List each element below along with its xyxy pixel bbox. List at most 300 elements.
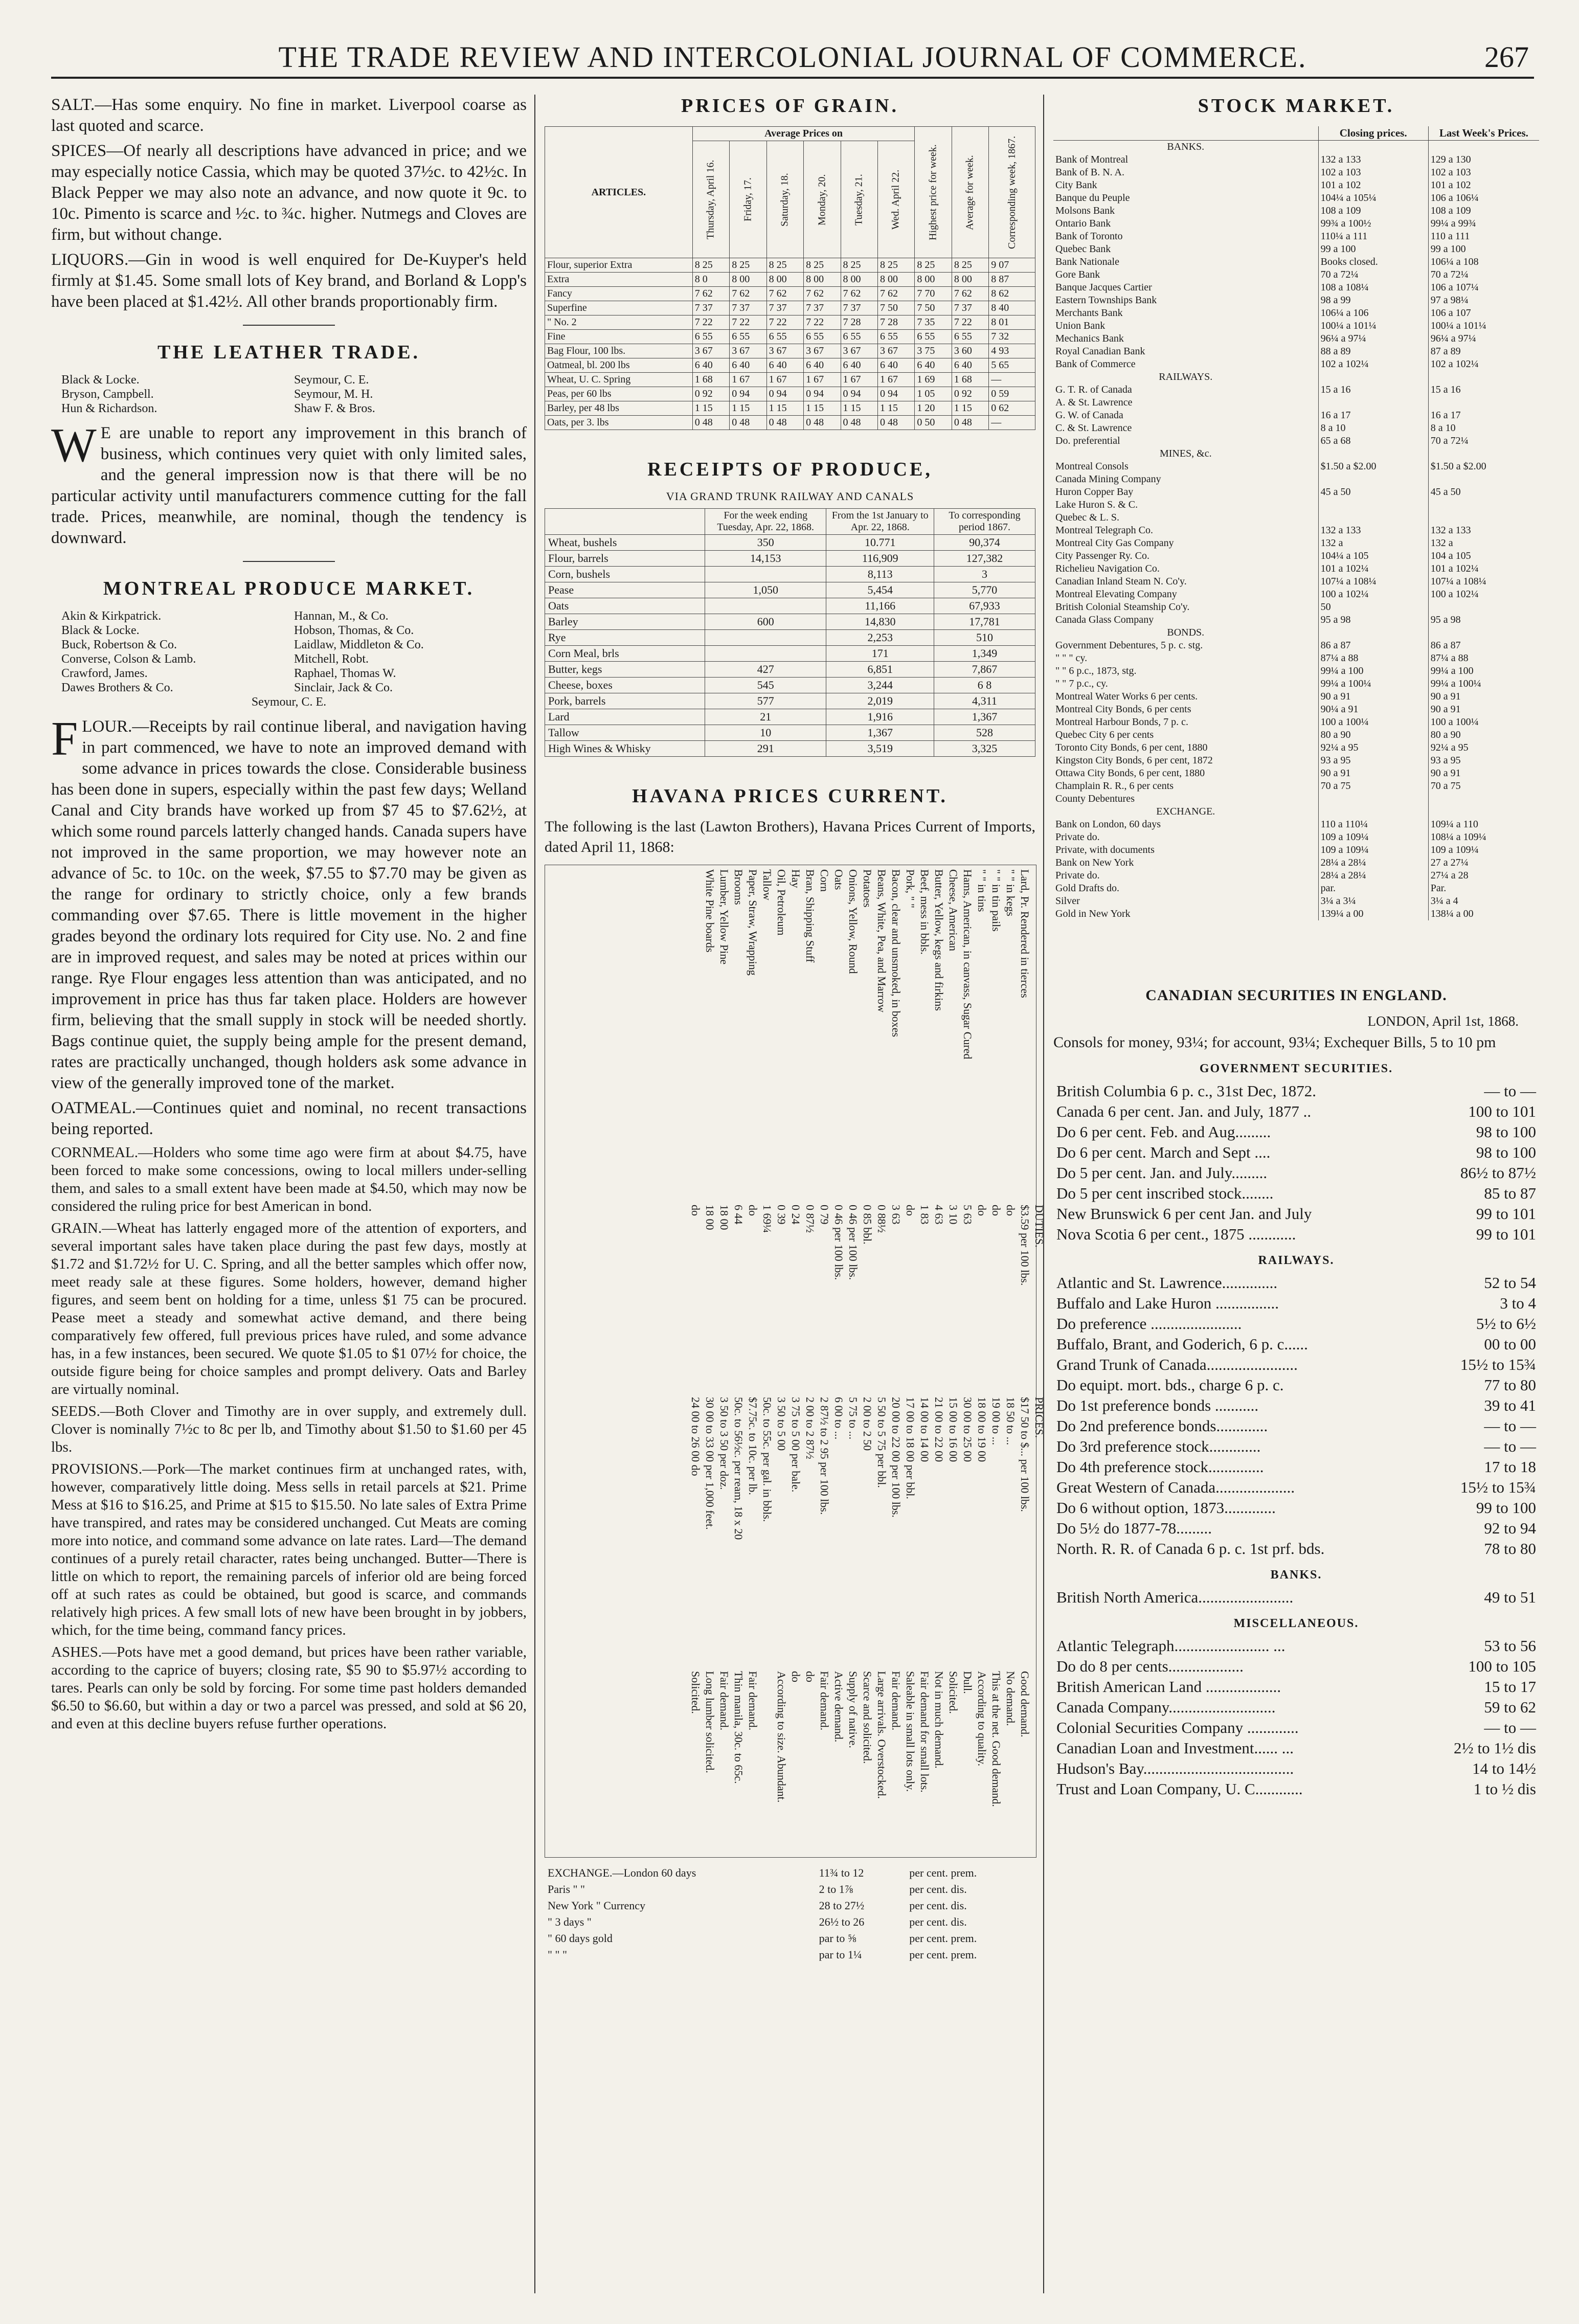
- firm-name: Bryson, Campbell.: [61, 388, 154, 401]
- exchange-label: EXCHANGE.—London 60 days: [548, 1866, 696, 1879]
- consols-paragraph: Consols for money, 93¼; for account, 93¼; Exchequer Bills, 5 to 10 pm: [1053, 1034, 1496, 1051]
- security-price: 3 to 4: [1500, 1294, 1536, 1312]
- closing-price: 86 a 87: [1318, 639, 1428, 652]
- produce-item: Barley: [545, 614, 705, 630]
- table-row: [545, 551, 1035, 567]
- havana-note: do: [790, 1671, 802, 1682]
- receipt-value: [705, 630, 826, 646]
- security-name: Do 5 per cent inscribed stock........: [1056, 1184, 1274, 1202]
- table-row: [846, 865, 860, 1857]
- havana-price: 2 00 to 2 50: [861, 1397, 874, 1451]
- havana-note: Solicited.: [947, 1671, 960, 1714]
- security-name: Canada 6 per cent. Jan. and July, 1877 ..: [1056, 1102, 1312, 1120]
- price-cell: 0 92: [692, 387, 729, 401]
- price-cell: 8 25: [766, 258, 803, 273]
- table-row: [545, 567, 1035, 582]
- table-row: [917, 865, 932, 1857]
- havana-duty: 3 63: [890, 1205, 903, 1225]
- table-row: [545, 287, 1035, 301]
- security-price: 99 to 101: [1476, 1205, 1536, 1223]
- closing-price: 100 a 100¼: [1318, 716, 1428, 729]
- table-row: [1053, 1457, 1539, 1477]
- price-cell: 8 25: [692, 258, 729, 273]
- havana-price: 50c. to 56½c. per ream, 18 x 20: [732, 1397, 745, 1540]
- firm-name: Black & Locke.: [61, 624, 140, 637]
- price-cell: 3 67: [877, 344, 914, 358]
- security-price: 98 to 100: [1476, 1143, 1536, 1161]
- table-row: [1053, 550, 1539, 562]
- price-cell: 7 37: [804, 301, 841, 315]
- price-cell: 0 62: [989, 401, 1035, 416]
- security-name: Bank on New York: [1053, 856, 1318, 869]
- column-header: Corresponding week, 1867.: [989, 127, 1035, 258]
- security-price: 5½ to 6½: [1476, 1315, 1536, 1333]
- havana-duty: 0 88½: [875, 1205, 888, 1233]
- receipt-value: [705, 567, 826, 582]
- security-price: 15 to 17: [1484, 1678, 1536, 1696]
- price-cell: 7 28: [877, 315, 914, 330]
- havana-price: 21 00 to 22 00: [933, 1397, 945, 1462]
- exchange-v: 26½ to 26: [819, 1915, 865, 1928]
- table-row: [1053, 1081, 1539, 1101]
- group-row: [1053, 447, 1539, 460]
- article-name: Oats, per 3. lbs: [545, 416, 693, 430]
- security-name: A. & St. Lawrence: [1053, 396, 1318, 409]
- table-row: [874, 865, 889, 1857]
- last-week-price: [1428, 473, 1539, 486]
- price-cell: 8 00: [877, 273, 914, 287]
- last-week-price: 93 a 95: [1430, 755, 1461, 766]
- security-name: New Brunswick 6 per cent Jan. and July: [1056, 1205, 1312, 1223]
- exchange-v: par to ⅝: [819, 1932, 856, 1945]
- blank-cell: [1428, 447, 1539, 460]
- securities-subheading: BANKS.: [1270, 1568, 1322, 1582]
- last-week-price: 99 a 100: [1430, 243, 1466, 255]
- receipt-value: 171: [826, 646, 934, 662]
- closing-price: [1318, 499, 1428, 511]
- table-row: [731, 865, 746, 1857]
- closing-price: [1318, 473, 1428, 486]
- price-cell: 7 62: [730, 287, 766, 301]
- column-securities: [1053, 95, 1539, 2293]
- havana-item: Beans, White, Pea, and Marrow: [875, 869, 888, 1013]
- havana-item: " " in tins: [976, 869, 988, 912]
- security-name: Montreal Elevating Company: [1053, 588, 1318, 601]
- price-cell: 7 37: [730, 301, 766, 315]
- exchange-label: " 3 days ": [548, 1915, 592, 1928]
- exchange-v: 2 to 1⅞: [819, 1883, 853, 1896]
- price-cell: 8 25: [730, 258, 766, 273]
- produce-item: Corn, bushels: [545, 567, 705, 582]
- havana-note: Fair demand.: [718, 1671, 731, 1731]
- havana-note: Good demand.: [1019, 1671, 1031, 1738]
- price-cell: 8 40: [989, 301, 1035, 315]
- produce-item: Flour, barrels: [545, 551, 705, 567]
- last-week-price: 99¼ a 99¾: [1430, 218, 1476, 229]
- closing-price: 99¼ a 100¼: [1318, 678, 1428, 690]
- last-week-price: 107¼ a 108¼: [1430, 576, 1486, 587]
- havana-item: Paper, Straw, Wrapping: [747, 869, 759, 976]
- securities-table: [1053, 1273, 1539, 1559]
- havana-price: 3 50 to 5 00: [775, 1397, 788, 1451]
- price-cell: 8 25: [804, 258, 841, 273]
- price-cell: 8 00: [804, 273, 841, 287]
- blank-cell: [1318, 371, 1428, 383]
- table-row: [1053, 639, 1539, 652]
- price-cell: 7 62: [766, 287, 803, 301]
- table-row: [545, 373, 1035, 387]
- havana-note: Solicited.: [689, 1671, 702, 1714]
- security-name: Grand Trunk of Canada.......................: [1056, 1356, 1298, 1373]
- security-price: 15½ to 15¾: [1460, 1356, 1536, 1373]
- havana-note: [760, 1667, 774, 1857]
- table-row: [903, 865, 917, 1857]
- havana-note: Thin manila, 30c. to 65c.: [732, 1671, 745, 1784]
- price-cell: 3 67: [692, 344, 729, 358]
- article-name: Flour, superior Extra: [545, 258, 693, 273]
- closing-price: 93 a 95: [1318, 754, 1428, 767]
- closing-price: 90¼ a 91: [1318, 703, 1428, 716]
- receipts-table: [545, 508, 1035, 757]
- table-row: [1053, 345, 1539, 358]
- table-row: [1053, 882, 1539, 895]
- havana-item: Bacon, clear and unsmoked, in boxes: [890, 869, 903, 1037]
- havana-heading: HAVANA PRICES CURRENT.: [632, 785, 948, 807]
- drop-cap: W: [51, 419, 97, 472]
- security-name: Do equipt. mort. bds., charge 6 p. c.: [1056, 1376, 1284, 1394]
- group-row: [1053, 626, 1539, 639]
- havana-item: Brooms: [732, 869, 745, 905]
- table-row: [1053, 575, 1539, 588]
- table-row: [545, 741, 1035, 757]
- security-name: Atlantic Telegraph........................ ...: [1056, 1637, 1285, 1655]
- security-name: Canada Mining Company: [1053, 473, 1318, 486]
- last-week-price: 3¼ a 4: [1430, 895, 1458, 907]
- closing-price: 95 a 98: [1318, 614, 1428, 626]
- price-cell: 0 48: [692, 416, 729, 430]
- produce-market-firms: [61, 609, 516, 709]
- price-cell: 7 62: [804, 287, 841, 301]
- security-price: 99 to 101: [1476, 1225, 1536, 1243]
- price-cell: 5 65: [989, 358, 1035, 373]
- securities-subheading: MISCELLANEOUS.: [1233, 1617, 1359, 1630]
- last-week-price: 100¼ a 101¼: [1430, 320, 1486, 331]
- price-cell: 1 15: [692, 401, 729, 416]
- section-divider: [243, 325, 335, 326]
- price-cell: —: [989, 373, 1035, 387]
- table-row: [545, 416, 1035, 430]
- price-cell: 7 22: [952, 315, 988, 330]
- price-cell: 7 22: [804, 315, 841, 330]
- price-cell: 1 68: [952, 373, 988, 387]
- firm-name: Converse, Colson & Lamb.: [61, 652, 196, 666]
- security-name: Do 6 without option, 1873.............: [1056, 1499, 1276, 1517]
- receipt-value: 6,851: [826, 662, 934, 678]
- produce-item: High Wines & Whisky: [545, 741, 705, 757]
- table-row: [831, 865, 846, 1857]
- table-row: [1053, 1142, 1539, 1163]
- table-row: [1003, 865, 1018, 1857]
- security-name: Do 5½ do 1877-78.........: [1056, 1519, 1212, 1537]
- security-name: Do preference .......................: [1056, 1315, 1242, 1333]
- table-row: [1053, 1122, 1539, 1142]
- last-week-price: 92¼ a 95: [1430, 742, 1469, 753]
- havana-note: According to size. Abundant.: [775, 1671, 788, 1803]
- security-price: — to —: [1484, 1082, 1536, 1100]
- security-price: 77 to 80: [1484, 1376, 1536, 1394]
- receipt-value: 8,113: [826, 567, 934, 582]
- flour-paragraph: LOUR.—Receipts by rail continue liberal, and navigation having in part commenced, we have to note an improved demand with some advance in prices towards the close. Considerable business has been done in supers, especially within the past few days; Welland Canal and City brands have worked up from $7 45 to $7.62½, at which some round parcels latterly changed hands. Canada supers have not improved in the same proportion, we may however note an advance of 5c. to 10c. on the week, $7.55 to $7.70 may be given as the range for ordinary to strictly choice, only a few brands commanding over $7.65. There is little movement in the higher grades beyond the ordinary lots required for City use. No. 2 and fine are in improved request, and sales may be noted at prices within our range. Rye Flour engages less attention than was anticipated, and no improvement in price has thus far taken place. Holders are however firm, believing that the small supply in stock will be needed shortly. Bags continue quiet, the supply being ample for the present demand, rates are practically unchanged, though holders ask some advance in view of the generally improved tone of the market.: [51, 717, 527, 1092]
- exchange-v: 28 to 27½: [819, 1899, 865, 1912]
- price-cell: 1 67: [841, 373, 877, 387]
- price-cell: 7 22: [730, 315, 766, 330]
- table-row: [1053, 1334, 1539, 1355]
- price-cell: 8 00: [915, 273, 952, 287]
- price-cell: 7 28: [841, 315, 877, 330]
- havana-item: Hay: [790, 869, 802, 888]
- receipt-value: 17,781: [934, 614, 1035, 630]
- receipt-value: 10: [705, 725, 826, 741]
- table-row: [545, 709, 1035, 725]
- havana-item: [688, 865, 703, 1201]
- price-cell: 0 48: [730, 416, 766, 430]
- price-cell: 0 92: [952, 387, 988, 401]
- security-name: Banque Jacques Cartier: [1053, 281, 1318, 294]
- security-name: British North America........................: [1056, 1588, 1294, 1606]
- provisions-paragraph: PROVISIONS.—Pork—The market continues firm at unchanged rates, with, however, comparatively little doing. Mess sells in retail parcels at $21. Prime Mess at $16 to $16.25, and Prime at $15 to $15.50. No late sales of Extra Prime have transpired, and rates may be considered unchanged. Cut Meats are coming more into notice, and command some advance on late rates. Lard—The demand continues of a purely retail character, rates being unchanged. Butter—There is little on which to report, the remaining parcels of inferior old are being forced off at such rates as could be obtained, but good is scarce, and commands relatively high prices. A few small lots of new have been brought in by jobbers, which, for the time being, command fancy prices.: [51, 1461, 527, 1638]
- last-week-price: 101 a 102: [1430, 179, 1471, 191]
- havana-price: 30 00 to 33 00 per 1,000 feet.: [704, 1397, 716, 1530]
- table-row: [1053, 869, 1539, 882]
- receipt-value: 3,325: [934, 741, 1035, 757]
- havana-duty: do: [904, 1205, 917, 1216]
- average-prices-header: Average Prices on: [692, 127, 915, 141]
- last-week-price: 132 a: [1430, 537, 1453, 549]
- security-price: 15½ to 15¾: [1460, 1478, 1536, 1496]
- price-cell: 7 22: [692, 315, 729, 330]
- table-row: [946, 865, 960, 1857]
- havana-item: Beef, mess in bbls.: [918, 869, 931, 955]
- table-row: [545, 678, 1035, 693]
- grain-prices-table: [545, 126, 1035, 430]
- leather-trade-firms: [61, 373, 516, 416]
- security-name: Great Western of Canada....................: [1056, 1478, 1295, 1496]
- security-price: 92 to 94: [1484, 1519, 1536, 1537]
- price-cell: 1 15: [952, 401, 988, 416]
- last-week-price: 97 a 98¼: [1430, 295, 1469, 306]
- last-week-price: 109¼ a 110: [1430, 819, 1478, 830]
- price-cell: 6 55: [915, 330, 952, 344]
- table-row: [1053, 729, 1539, 741]
- closing-price: 98 a 99: [1318, 294, 1428, 307]
- last-week-price: 95 a 98: [1430, 614, 1461, 625]
- closing-price: 3¼ a 3¼: [1318, 895, 1428, 908]
- receipt-value: 528: [934, 725, 1035, 741]
- price-cell: 6 55: [877, 330, 914, 344]
- closing-price: 132 a 133: [1318, 153, 1428, 166]
- table-row: [1053, 294, 1539, 307]
- last-week-price: 108 a 109: [1430, 205, 1471, 216]
- security-price: 17 to 18: [1484, 1458, 1536, 1476]
- price-cell: 0 59: [989, 387, 1035, 401]
- last-week-price: [1428, 601, 1539, 614]
- price-cell: 8 00: [841, 273, 877, 287]
- article-name: Superfine: [545, 301, 693, 315]
- receipt-value: 67,933: [934, 598, 1035, 614]
- price-cell: 1 15: [766, 401, 803, 416]
- security-name: Canadian Loan and Investment...... ...: [1056, 1739, 1294, 1757]
- havana-item: Lumber, Yellow Pine: [718, 869, 731, 965]
- price-cell: 3 67: [730, 344, 766, 358]
- security-price: 1 to ½ dis: [1473, 1780, 1536, 1798]
- article-name: Extra: [545, 273, 693, 287]
- price-cell: 7 62: [877, 287, 914, 301]
- column-header: Highest price for week.: [915, 127, 952, 258]
- table-row: [1053, 741, 1539, 754]
- table-row: [545, 582, 1035, 598]
- group-label: RAILWAYS.: [1053, 371, 1318, 383]
- table-row: [1053, 486, 1539, 499]
- table-row: [1053, 217, 1539, 230]
- article-name: Peas, per 60 lbs: [545, 387, 693, 401]
- closing-price: 110¼ a 111: [1318, 230, 1428, 243]
- column-header: Average for week.: [952, 127, 988, 258]
- journal-title: THE TRADE REVIEW AND INTERCOLONIAL JOURNAL OF COMMERCE.: [278, 40, 1307, 74]
- havana-price: 5 75 to ...: [847, 1397, 860, 1440]
- table-row: [1053, 460, 1539, 473]
- receipt-value: 90,374: [934, 535, 1035, 551]
- table-row: [1053, 243, 1539, 256]
- closing-price: 87¼ a 88: [1318, 652, 1428, 665]
- last-week-price: 96¼ a 97¼: [1430, 333, 1476, 344]
- table-row: [1053, 831, 1539, 844]
- cornmeal-paragraph: CORNMEAL.—Holders who some time ago were firm at about $4.75, have been forced to make some concessions, owing to local millers under-selling them, and sales to a small extent have been made at $4.50, which may now be considered the ruling price for best American in bond.: [51, 1144, 527, 1214]
- last-week-price: 129 a 130: [1430, 154, 1471, 165]
- price-cell: 6 40: [877, 358, 914, 373]
- receipt-value: 1,367: [826, 725, 934, 741]
- table-row: [1053, 652, 1539, 665]
- price-cell: 7 37: [841, 301, 877, 315]
- closing-price: Books closed.: [1318, 256, 1428, 268]
- price-cell: 6 55: [952, 330, 988, 344]
- price-cell: 1 67: [804, 373, 841, 387]
- price-cell: 8 25: [952, 258, 988, 273]
- article-name: Fine: [545, 330, 693, 344]
- receipt-value: 350: [705, 535, 826, 551]
- group-row: [1053, 805, 1539, 818]
- securities-table: [1053, 1636, 1539, 1799]
- firm-name: Seymour, C. E.: [251, 695, 327, 709]
- closing-price: 70 a 72¼: [1318, 268, 1428, 281]
- table-row: [545, 273, 1035, 287]
- produce-item: Pork, barrels: [545, 693, 705, 709]
- last-week-price: [1428, 793, 1539, 805]
- havana-item: Potatoes: [861, 869, 874, 908]
- security-name: " " 7 p.c., cy.: [1053, 678, 1318, 690]
- havana-duty: do: [976, 1205, 988, 1216]
- table-row: [1053, 473, 1539, 486]
- table-row: [774, 865, 788, 1857]
- price-cell: 0 94: [841, 387, 877, 401]
- price-cell: 1 05: [915, 387, 952, 401]
- security-name: " " 6 p.c., 1873, stg.: [1053, 665, 1318, 678]
- havana-note: Long lumber solicited.: [704, 1671, 716, 1773]
- security-price: 100 to 105: [1468, 1657, 1536, 1675]
- last-week-price: $1.50 a $2.00: [1430, 461, 1486, 472]
- firm-name: Crawford, James.: [61, 667, 148, 680]
- last-week-price: 102 a 103: [1430, 167, 1471, 178]
- price-cell: 7 70: [915, 287, 952, 301]
- havana-item: Butter, Yellow, kegs and firkins: [933, 869, 945, 1011]
- group-row: [1053, 141, 1539, 154]
- produce-item: Rye: [545, 630, 705, 646]
- security-name: British Columbia 6 p. c., 31st Dec, 1872.: [1056, 1082, 1317, 1100]
- security-name: North. R. R. of Canada 6 p. c. 1st prf. bds.: [1056, 1540, 1325, 1558]
- last-week-price: 104 a 105: [1430, 550, 1471, 561]
- table-row: [860, 865, 874, 1857]
- havana-duty: 0 79: [818, 1205, 831, 1225]
- produce-item: Butter, kegs: [545, 662, 705, 678]
- produce-item: Tallow: [545, 725, 705, 741]
- table-row: [1018, 865, 1032, 1857]
- receipt-value: 545: [705, 678, 826, 693]
- price-cell: —: [989, 416, 1035, 430]
- table-row: [1053, 230, 1539, 243]
- firm-name: Raphael, Thomas W.: [294, 667, 396, 680]
- price-cell: 6 40: [766, 358, 803, 373]
- exchange-label: New York " Currency: [548, 1899, 646, 1912]
- table-row: [545, 1881, 1035, 1898]
- havana-price: 14 00 to 14 00: [918, 1397, 931, 1462]
- table-row: [545, 1898, 1035, 1914]
- security-name: Do 5 per cent. Jan. and July.........: [1056, 1164, 1268, 1182]
- closing-price: 102 a 103: [1318, 166, 1428, 179]
- security-name: " " " cy.: [1053, 652, 1318, 665]
- table-row: [1053, 1477, 1539, 1498]
- closing-price: 80 a 90: [1318, 729, 1428, 741]
- havana-price: 5 50 to 5 75 per bbl.: [875, 1397, 888, 1488]
- price-cell: 7 35: [915, 315, 952, 330]
- receipt-value: 1,916: [826, 709, 934, 725]
- havana-price: 50c. to 55c. per gal. in bbls.: [761, 1397, 774, 1522]
- security-name: Lake Huron S. & C.: [1053, 499, 1318, 511]
- table-row: [545, 315, 1035, 330]
- price-cell: 1 15: [730, 401, 766, 416]
- grain-paragraph: GRAIN.—Wheat has latterly engaged more of the attention of exporters, and several important sales have taken place during the past few days, mostly at $1.72 and $1.72½ for U. C. Spring, and all the better samples which offer now, meet ready sale at these figures. Some holders, however, demand higher figures, and seem bent on holding for a time, unless $1 75 can be procured. Pease meet a steady and somewhat active demand, and there being comparatively few offered, full previous prices have ruled, and some advance has, in a few instances, been secured. We quote $1.05 to $1 07½ for choice, the outside figure being for choice samples and prompt delivery. Oats and Barley are virtually nominal.: [51, 1220, 527, 1397]
- security-price: 100 to 101: [1468, 1102, 1536, 1120]
- price-cell: 7 32: [989, 330, 1035, 344]
- last-week-price: 99¼ a 100¼: [1430, 678, 1481, 689]
- table-row: [1053, 358, 1539, 371]
- table-row: [1053, 1375, 1539, 1395]
- last-week-header: Last Week's Prices.: [1428, 126, 1539, 141]
- exchange-u: per cent. dis.: [909, 1899, 967, 1912]
- table-row: [1053, 665, 1539, 678]
- closing-price: $1.50 a $2.00: [1318, 460, 1428, 473]
- last-week-price: 45 a 50: [1430, 486, 1461, 498]
- security-name: Gold Drafts do.: [1053, 882, 1318, 895]
- article-name: Barley, per 48 lbs: [545, 401, 693, 416]
- security-price: 53 to 56: [1484, 1637, 1536, 1655]
- price-cell: 6 55: [841, 330, 877, 344]
- receipts-subheading: VIA GRAND TRUNK RAILWAY AND CANALS: [666, 490, 914, 503]
- blank-cell: [1428, 371, 1539, 383]
- grain-prices-heading: PRICES OF GRAIN.: [681, 95, 899, 117]
- table-row: [1053, 422, 1539, 435]
- column-header: Monday, 20.: [804, 141, 841, 258]
- price-cell: 6 40: [952, 358, 988, 373]
- closing-price: 104¼ a 105¼: [1318, 192, 1428, 205]
